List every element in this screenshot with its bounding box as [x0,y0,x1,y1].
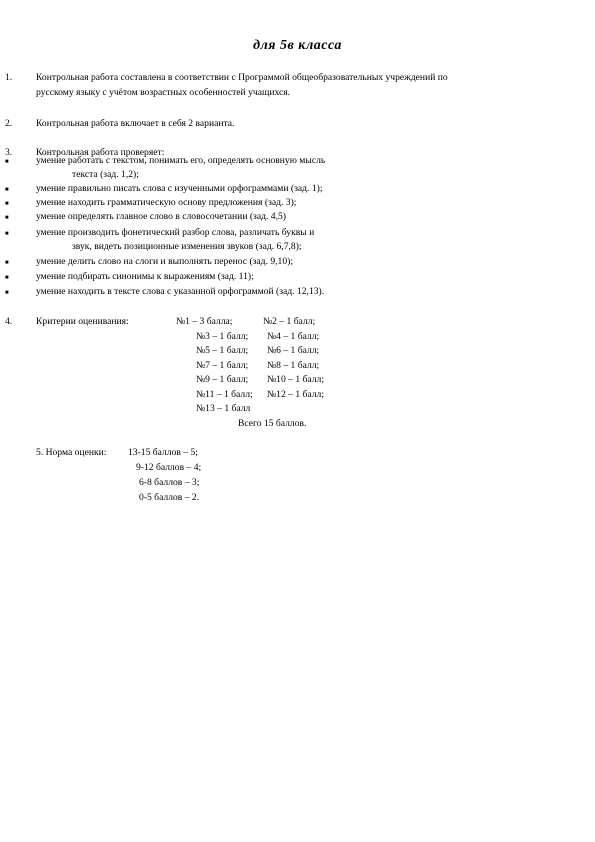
bullet-1-line-1: умение работать с текстом, понимать его, определять основную мысль [36,155,326,166]
criteria-row-1-right: №2 – 1 балл; [263,316,316,327]
norm-row-3: 6-8 баллов – 3; [139,477,200,488]
bullet-icon: ■ [5,187,9,193]
bullet-icon: ■ [5,201,9,207]
item-2-line-1: Контрольная работа включает в себя 2 варианта. [36,118,235,129]
item-1-line-1: Контрольная работа составлена в соответствии с Программой общеобразовательных учреждений по [36,72,448,83]
criteria-row-1-left: №1 – 3 балла; [176,316,233,327]
criteria-row-3-right: №6 – 1 балл; [267,345,320,356]
bullet-icon: ■ [5,260,9,266]
norm-label: 5. Норма оценки: [36,447,107,458]
bullet-icon: ■ [5,159,9,165]
bullet-3-line-1: умение находить грамматическую основу предложения (зад. 3); [36,197,297,208]
criteria-row-4-left: №7 – 1 балл; [196,360,249,371]
bullet-icon: ■ [5,215,9,221]
bullet-1-line-2: текста (зад. 1,2); [72,169,139,180]
criteria-row-2-left: №3 – 1 балл; [196,331,249,342]
criteria-label: Критерии оценивания: [36,316,129,327]
norm-row-4: 0-5 баллов – 2. [139,492,200,503]
criteria-row-2-right: №4 – 1 балл; [267,331,320,342]
bullet-icon: ■ [5,231,9,237]
criteria-row-5-right: №10 – 1 балл; [267,374,325,385]
page-title: для 5в класса [253,38,342,53]
bullet-4-line-1: умение определять главное слово в словосочетании (зад. 4,5) [36,211,286,222]
bullet-2-line-1: умение правильно писать слова с изученными орфограммами (зад. 1); [36,183,323,194]
criteria-total: Всего 15 баллов. [238,418,307,429]
item-2-number: 2. [5,118,13,129]
criteria-row-6-right: №12 – 1 балл; [267,389,325,400]
norm-row-1: 13-15 баллов – 5; [128,447,198,458]
bullet-6-line-1: умение делить слово на слоги и выполнять перенос (зад. 9,10); [36,256,294,267]
criteria-row-4-right: №8 – 1 балл; [267,360,320,371]
item-3-line-1: Контрольная работа проверяет: [36,147,165,158]
item-3-number: 3. [5,147,13,158]
bullet-icon: ■ [5,275,9,281]
item-1-number: 1. [5,72,13,83]
criteria-row-5-left: №9 – 1 балл; [196,374,249,385]
item-1-line-2: русскому языку с учётом возрастных особенностей учащихся. [36,87,291,98]
criteria-row-6-left: №11 – 1 балл; [196,389,253,400]
bullet-5-line-1: умение производить фонетический разбор слова, различать буквы и [36,227,315,238]
bullet-8-line-1: умение находить в тексте слова с указанной орфограммой (зад. 12,13). [36,286,325,297]
criteria-number: 4. [5,316,13,327]
bullet-7-line-1: умение подбирать синонимы к выражениям (зад. 11); [36,271,254,282]
criteria-row-7-left: №13 – 1 балл [196,403,251,414]
criteria-row-3-left: №5 – 1 балл; [196,345,249,356]
norm-row-2: 9-12 баллов – 4; [136,462,202,473]
bullet-icon: ■ [5,290,9,296]
bullet-5-line-2: звук, видеть позиционные изменения звуков (зад. 6,7,8); [72,241,302,252]
